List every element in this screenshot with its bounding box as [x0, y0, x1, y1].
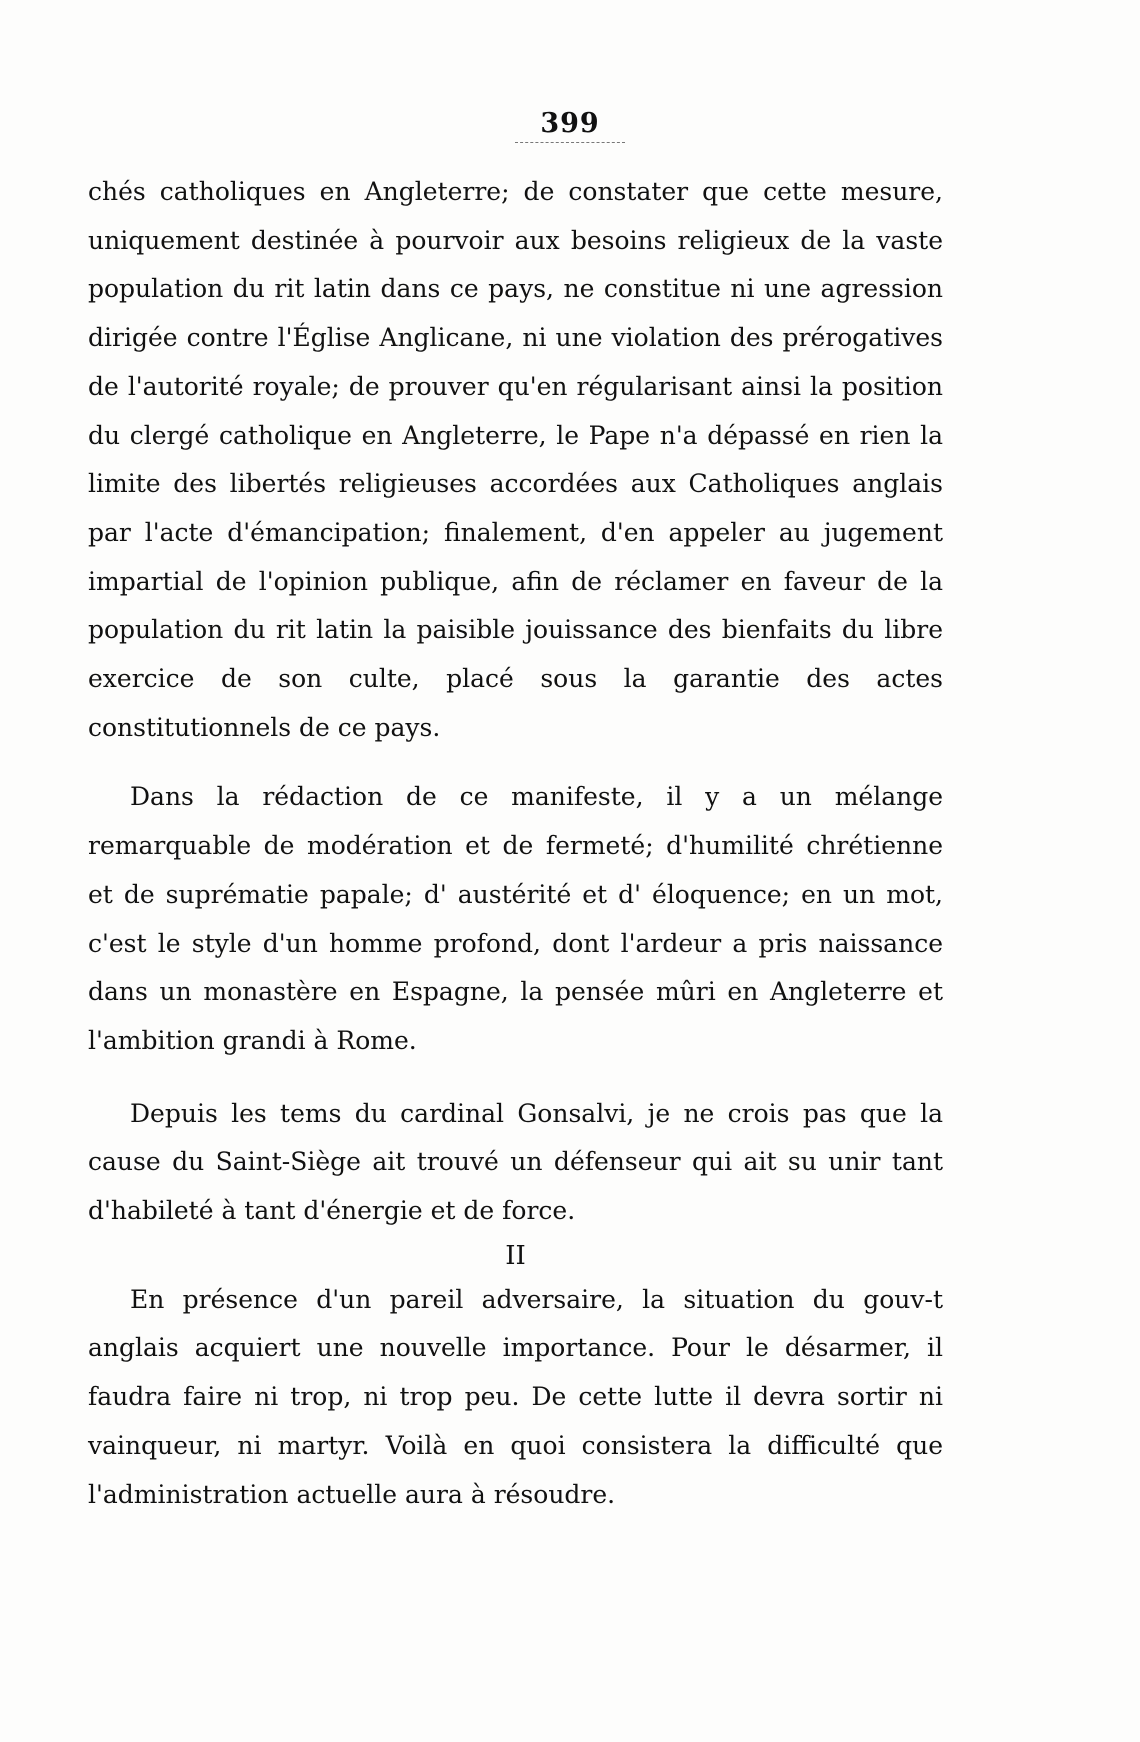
paragraph-3: Depuis les tems du cardinal Gonsalvi, je ne crois pas que la cause du Saint-Siège ait trouvé un défenseur qui ait su unir tant d'habileté à tant d'énergie et de force.	[88, 1098, 943, 1226]
page-number: 399	[540, 108, 600, 139]
paragraph-2: Dans la rédaction de ce manifeste, il y a un mélange remarquable de modération et de fermeté; d'humilité chrétienne et de suprématie papale; d' austérité et d' éloquence; en un mot, c'est le style d'un homme profond, dont l'ardeur a pris naissance dans un monastère en Espagne, la pensée mûri en Angleterre et l'ambition grandi à Rome.	[88, 782, 943, 1055]
paragraph-gap	[88, 752, 943, 773]
paragraph-1: chés catholiques en Angleterre; de constater que cette mesure, uniquement destinée à pourvoir aux besoins religieux de la vaste population du rit latin dans ce pays, ne constitue ni une agression dirigée contre l'Église Anglicane, ni une violation des prérogatives de l'autorité royale; de prouver qu'en régularisant ainsi la position du clergé catholique en Angleterre, le Pape n'a dépassé en rien la limite des libertés religieuses accordées aux Catholiques anglais par l'acte d'émancipation; finalement, d'en appeler au jugement impartial de l'opinion publique, afin de réclamer en faveur de la population du rit latin la paisible jouissance des bienfaits du libre exercice de son culte, placé sous la garantie des actes constitutionnels de ce pays.	[88, 177, 943, 742]
page-number-rule	[515, 142, 625, 143]
paragraph-4: En présence d'un pareil adversaire, la situation du gouv-t anglais acquiert une nouvelle importance. Pour le désarmer, il faudra faire ni trop, ni trop peu. De cette lutte il devra sortir ni vainqueur, ni martyr. Voilà en quoi consistera la difficulté que l'administration actuelle aura à résoudre.	[88, 1284, 943, 1509]
section-mark: II	[505, 1240, 526, 1271]
body-text	[88, 168, 943, 1519]
paragraph-gap	[88, 1066, 943, 1090]
